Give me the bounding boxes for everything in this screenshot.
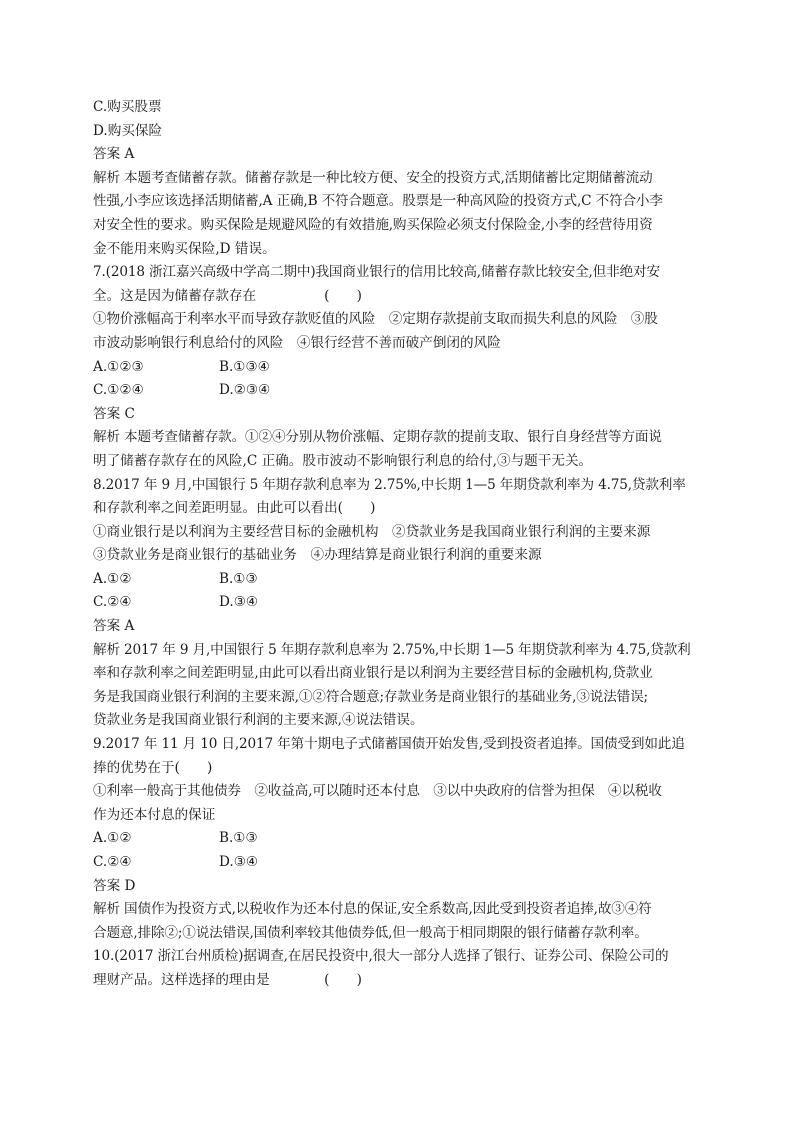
option-a: A.①②	[93, 570, 132, 587]
question-8-options-row	[93, 568, 699, 592]
option-c-line: C.购买股票	[93, 99, 162, 115]
analysis-line: 明了储蓄存款存在的风险,C 正确。股市波动不影响银行利息的给付,③与题干无关。	[93, 452, 593, 469]
question-7-stem: 7.(2018 浙江嘉兴高级中学高二期中)我国商业银行的信用比较高,储蓄存款比较安全,但非绝对安	[93, 264, 660, 281]
analysis-line: 解析 国债作为投资方式,以税收作为还本付息的保证,安全系数高,因此受到投资者追捧,故③④符	[93, 901, 652, 918]
question-8-stem: 和存款利率之间差距明显。由此可以看出( )	[93, 500, 376, 517]
analysis-line: 务是我国商业银行利润的主要来源,①②符合题意;存款业务是商业银行的基础业务,③说法错误;	[93, 688, 648, 705]
option-c: C.②④	[93, 594, 132, 611]
document-page	[93, 96, 699, 993]
question-10-stem: 10.(2017 浙江台州质检)据调查,在居民投资中,很大一部分人选择了银行、证券公司、保险公司的	[93, 948, 669, 965]
answer-line: 答案 A	[93, 618, 135, 635]
option-a: A.①②	[93, 830, 132, 847]
question-7-options-row	[93, 356, 699, 380]
question-9-stem: 捧的优势在于( )	[93, 759, 213, 776]
option-d: D.③④	[219, 854, 259, 870]
option-b: B.①③	[219, 570, 258, 587]
analysis-line: 对安全性的要求。购买保险是规避风险的有效措施,购买保险必须支付保险金,小李的经营待用资	[93, 216, 653, 233]
option-b: B.①③④	[219, 358, 270, 375]
question-7-stem: 全。这是因为储蓄存款存在 ( )	[93, 287, 362, 304]
option-d: D.③④	[219, 594, 259, 611]
analysis-line: 性强,小李应该选择活期储蓄,A 正确,B 不符合题意。股票是一种高风险的投资方式,C 不符合小李	[93, 193, 663, 210]
question-7-statements: ①物价涨幅高于利率水平而导致存款贬值的风险 ②定期存款提前支取而损失利息的风险 ③股	[93, 311, 658, 328]
question-8-options-row	[93, 591, 699, 615]
analysis-line: 解析 本题考查储蓄存款。①②④分别从物价涨幅、定期存款的提前支取、银行自身经营等方面说	[93, 429, 662, 446]
option-d: D.②③④	[219, 382, 271, 399]
analysis-line: 贷款业务是我国商业银行利润的主要来源,④说法错误。	[93, 712, 424, 729]
option-c: C.①②④	[93, 382, 144, 399]
question-10-stem: 理财产品。这样选择的理由是 ( )	[93, 971, 362, 988]
answer-line: 答案 C	[93, 405, 135, 422]
option-d-line: D.购买保险	[93, 122, 163, 139]
question-9-stem: 9.2017 年 11 月 10 日,2017 年第十期电子式储蓄国债开始发售,受到投资者追捧。国债受到如此追	[93, 736, 685, 753]
question-9-options-row	[93, 851, 699, 875]
analysis-line: 金不能用来购买保险,D 错误。	[93, 240, 276, 257]
question-8-statements: ③贷款业务是商业银行的基础业务 ④办理结算是商业银行利润的重要来源	[93, 547, 542, 564]
question-8-statements: ①商业银行是以利润为主要经营目标的金融机构 ②贷款业务是我国商业银行利润的主要来源	[93, 523, 651, 540]
answer-line: 答案 A	[93, 146, 135, 163]
analysis-line: 合题意,排除②;①说法错误,国债利率较其他债券低,但一般高于相同期限的银行储蓄存款利率。	[93, 924, 648, 941]
analysis-line: 率和存款利率之间差距明显,由此可以看出商业银行是以利润为主要经营目标的金融机构,贷款业	[93, 665, 653, 682]
question-9-options-row	[93, 827, 699, 851]
analysis-line: 解析 本题考查储蓄存款。储蓄存款是一种比较方便、安全的投资方式,活期储蓄比定期储蓄流动	[93, 169, 653, 186]
option-a: A.①②③	[93, 358, 144, 375]
question-7-options-row	[93, 379, 699, 403]
question-9-statements: 作为还本付息的保证	[93, 806, 216, 823]
question-8-stem: 8.2017 年 9 月,中国银行 5 年期存款利息率为 2.75%,中长期 1—5 年期贷款利率为 4.75,贷款利率	[93, 476, 686, 493]
question-9-statements: ①利率一般高于其他债券 ②收益高,可以随时还本付息 ③以中央政府的信誉为担保 ④以税收	[93, 783, 662, 800]
question-7-statements: 市波动影响银行利息给付的风险 ④银行经营不善而破产倒闭的风险	[93, 334, 501, 351]
answer-line: 答案 D	[93, 877, 136, 894]
analysis-line: 解析 2017 年 9 月,中国银行 5 年期存款利息率为 2.75%,中长期 1—5 年期贷款利率为 4.75,贷款利	[93, 641, 691, 658]
option-b: B.①③	[219, 830, 258, 847]
option-c: C.②④	[93, 854, 132, 870]
